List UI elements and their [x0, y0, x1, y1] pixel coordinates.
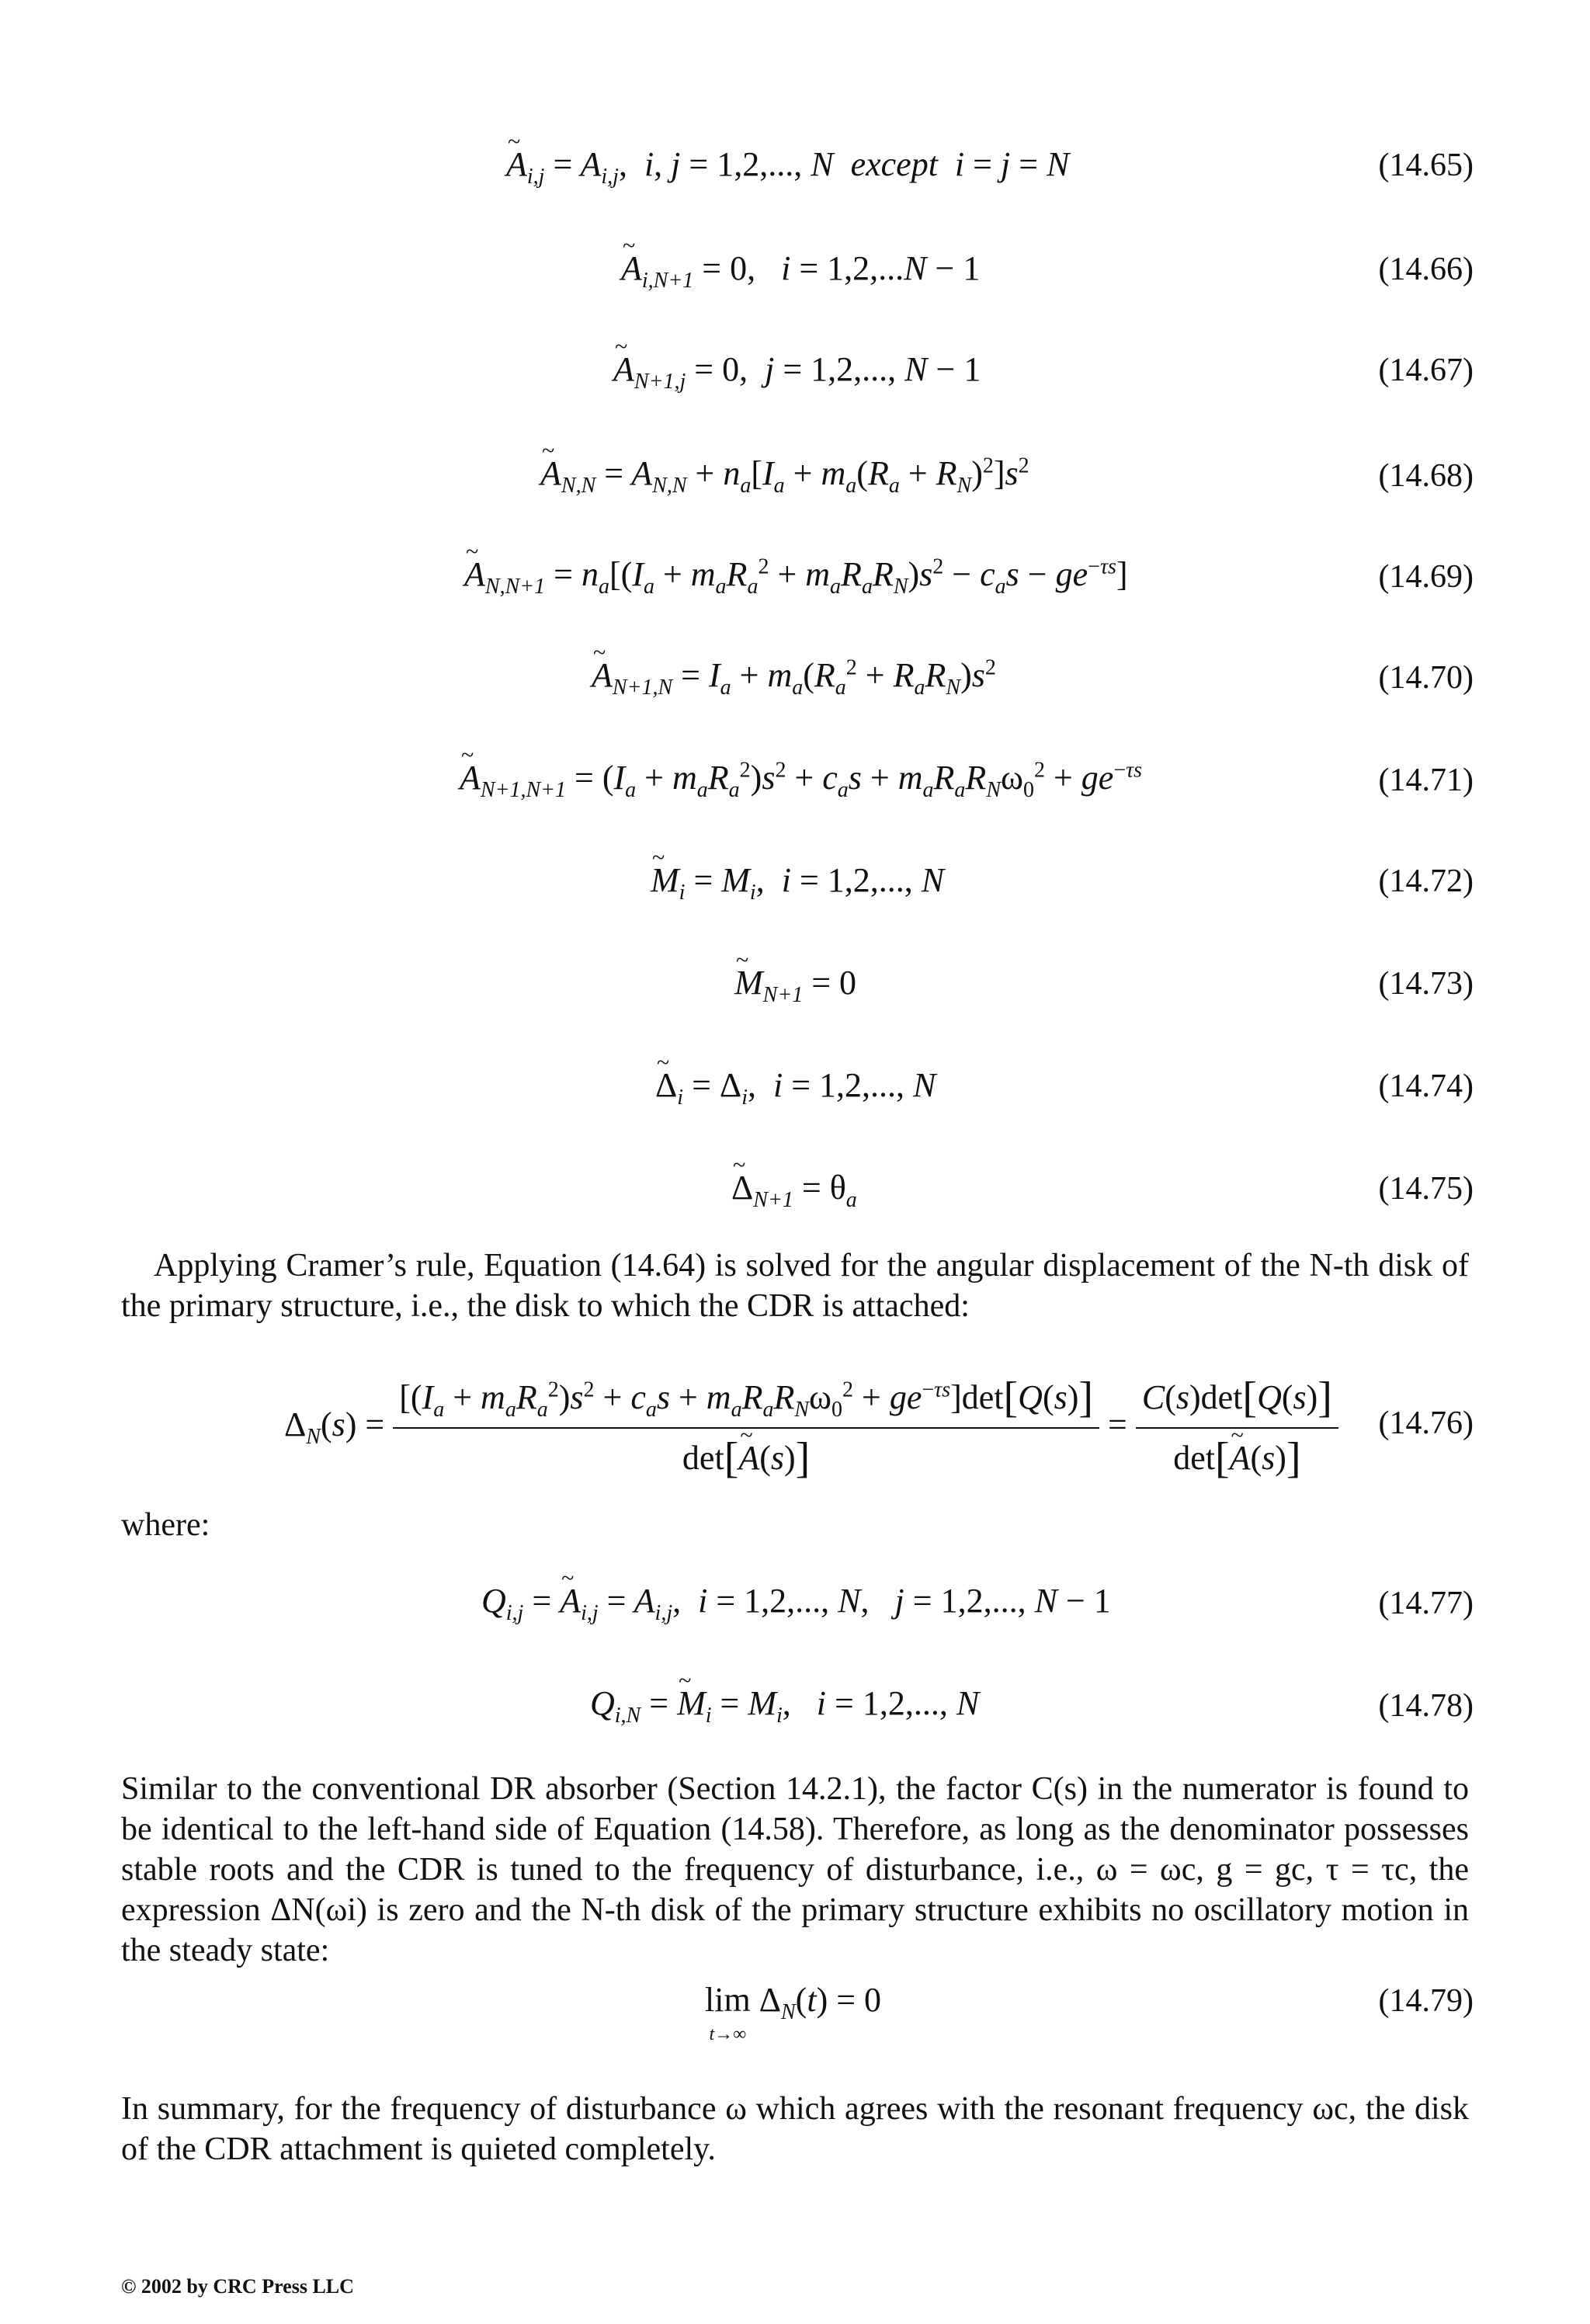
- equation-number: (14.73): [1378, 966, 1474, 1002]
- equation-14-67: ~ $A_{N+1,j} = 0$, j = 1,2,..., N − 1: [613, 353, 981, 387]
- copyright-footer: © 2002 by CRC Press LLC: [121, 2275, 354, 2298]
- equation-14-77: $Q_{i,j}$ = ~ $A_{i,j} = A_{i,j}$, i = 1,2,..., N, j = 1,2,..., N − 1: [481, 1584, 1111, 1618]
- equation-14-78: $Q_{i,N}$ = ~ $M_i = M_i$, i = 1,2,..., N: [590, 1687, 979, 1721]
- equation-number: (14.77): [1378, 1586, 1474, 1621]
- equation-14-74: ~ $\Delta_i = \Delta_i$, i = 1,2,..., N: [655, 1068, 936, 1103]
- equation-number: (14.79): [1378, 1983, 1474, 2019]
- equation-14-68: ~ $A_{N,N} = A_{N,N} + n_a[I_a + m_a(R_a + R_N)^2]s^2$: [540, 457, 1029, 491]
- equation-number: (14.74): [1378, 1068, 1474, 1104]
- equation-number: (14.75): [1378, 1171, 1474, 1207]
- equation-number: (14.65): [1378, 148, 1474, 183]
- paragraph-cramers-rule: Applying Cramer’s rule, Equation (14.64) is solved for the angular displacement of the N-th disk of the primary structure, i.e., the disk to which the CDR is attached:: [121, 1248, 1469, 1324]
- equation-number: (14.72): [1378, 863, 1474, 899]
- equation-14-79: lim t→∞ $\Delta_N(t) = 0$: [705, 1981, 882, 2044]
- paragraph-similar-absorber: Similar to the conventional DR absorber (Section 14.2.1), the factor C(s) in the numerator is found to be identical to the left-hand side of Equation (14.58). Therefore, as long as the denominator possesses stable roots and the CDR is tuned to the frequency of disturbance, i.e., ω = ωc, g = gc, τ = τc, the expression ΔN(ωi) is zero and the N-th disk of the primary structure exhibits no oscillatory motion in the steady state:: [121, 1771, 1469, 1968]
- equation-14-73: ~ $M_{N+1} = 0$: [734, 966, 856, 1000]
- equation-number: (14.66): [1378, 252, 1474, 287]
- equation-14-69: ~ $A_{N,N+1} = n_a[(I_a + m_aR_a^2 + m_aR_aR_N)s^2 - c_as - ge^{-\tau s}]$: [464, 558, 1128, 592]
- equation-number: (14.68): [1378, 458, 1474, 494]
- equation-14-75: ~ $\Delta_{N+1} = \theta_a$: [731, 1171, 857, 1205]
- equation-number: (14.69): [1378, 559, 1474, 595]
- equation-14-71: ~ $A_{N+1,N+1} = (I_a + m_aR_a^2)s^2 + c_as + m_aR_aR_N\omega_0^2 + ge^{-\tau s}$: [460, 761, 1142, 795]
- equation-number: (14.78): [1378, 1688, 1474, 1724]
- equation-14-72: ~ $M_i = M_i$, i = 1,2,..., N: [651, 863, 944, 898]
- equation-14-76: $\Delta_N(s)$ = $\frac{[(I_a + m_aR_a^2)s^2 + c_as + m_aR_aR_N\omega_0^2 + ge^{-\tau s}]\det[Q(s)]}{\det[\sim A(s)]}$ = $\frac{C(s)\det[Q(s)]}{\det[\sim A(s)]}$: [284, 1376, 1338, 1480]
- equation-14-66: ~ $A_{i,N+1} = 0$, i = 1,2,...N − 1: [621, 252, 980, 286]
- where-label: where:: [121, 1507, 210, 1543]
- equation-number: (14.71): [1378, 763, 1474, 798]
- equation-number: (14.67): [1378, 353, 1474, 388]
- equation-14-70: ~ $A_{N+1,N} = I_a + m_a(R_a^2 + R_aR_N)s^2$: [592, 658, 996, 693]
- equation-number: (14.70): [1378, 660, 1474, 696]
- equation-number: (14.76): [1378, 1405, 1474, 1441]
- fraction-numerator-1: $\frac{[(I_a + m_aR_a^2)s^2 + c_as + m_aR_aR_N\omega_0^2 + ge^{-\tau s}]\det[Q(s)]}{\det[\sim A(s)]}$: [393, 1376, 1099, 1480]
- equation-14-65: ~ $A_{i,j} = A_{i,j}$, i, j = 1,2,..., N except i = j = N: [506, 148, 1069, 182]
- fraction-2: $\frac{C(s)\det[Q(s)]}{\det[\sim A(s)]}$: [1136, 1376, 1338, 1480]
- paragraph-summary: In summary, for the frequency of disturbance ω which agrees with the resonant frequency ωc, the disk of the CDR attachment is quieted completely.: [121, 2091, 1469, 2167]
